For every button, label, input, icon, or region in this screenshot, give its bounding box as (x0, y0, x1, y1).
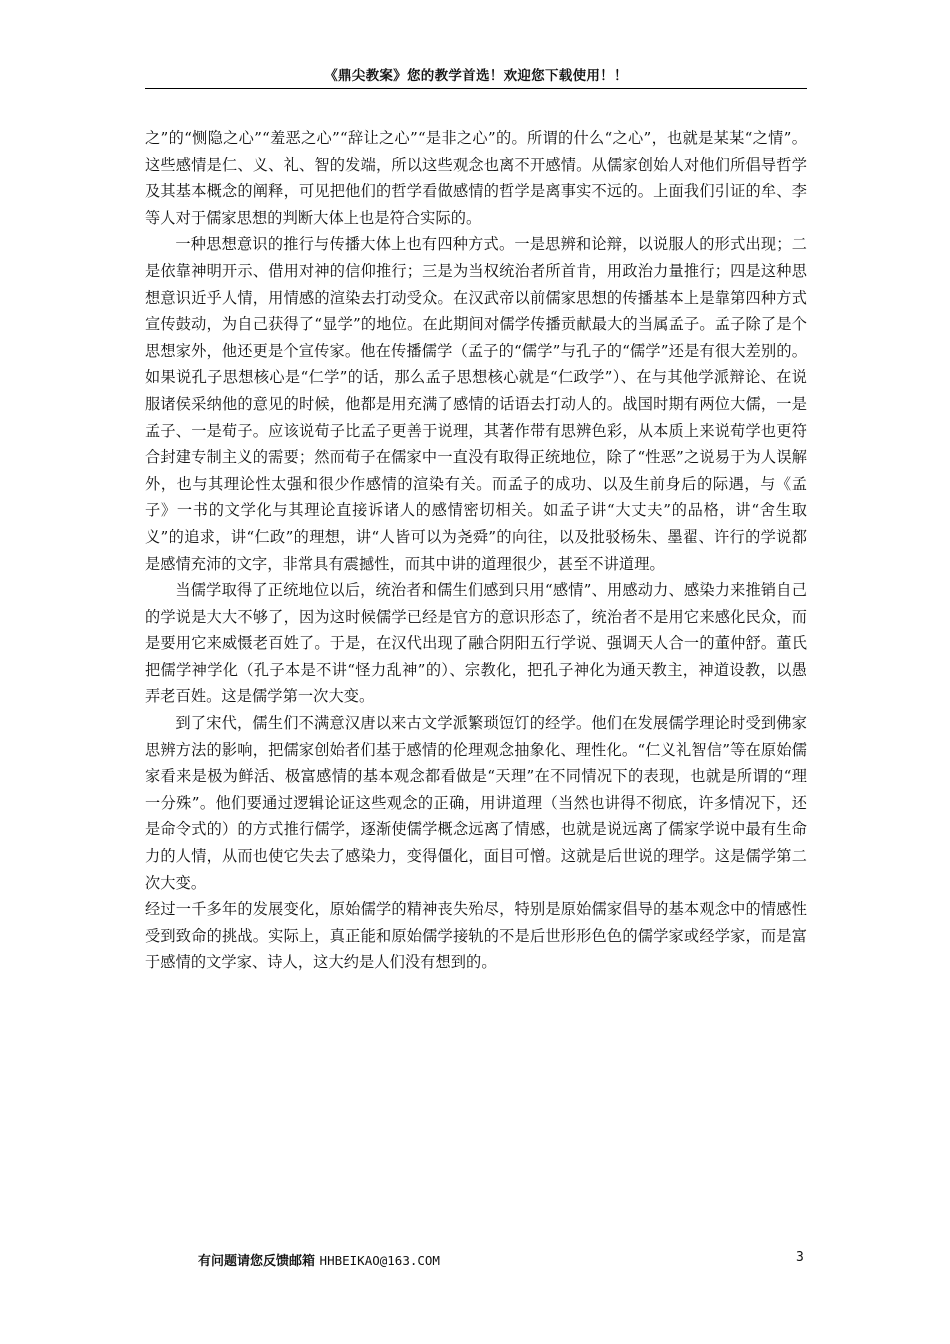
paragraph-3: 当儒学取得了正统地位以后，统治者和儒生们感到只用“感情”、用感动力、感染力来推销自己的学说是大大不够了，因为这时候儒学已经是官方的意识形态了，统治者不是用它来感化民众，而是要用它来威慑老百姓了。于是，在汉代出现了融合阴阳五行学说、强调天人合一的董仲舒。董氏把儒学神学化（孔子本是不讲“怪力乱神”的）、宗教化，把孔子神化为通天教主，神道设教，以愚弄老百姓。这是儒学第一次大变。 (145, 581, 807, 706)
footer-label: 有问题请您反馈邮箱 (198, 1254, 316, 1269)
page-number: 3 (796, 1250, 804, 1265)
footer-email: HHBEIKAO@163.COM (319, 1253, 440, 1268)
paragraph-5: 经过一千多年的发展变化，原始儒学的精神丧失殆尽，特别是原始儒家倡导的基本观念中的情感性受到致命的挑战。实际上，真正能和原始儒学接轨的不是后世形形色色的儒学家或经学家，而是富于感情的文学家、诗人，这大约是人们没有想到的。 (145, 900, 807, 972)
document-body (145, 125, 807, 976)
page-footer (198, 1250, 440, 1269)
page-header: 《鼎尖教案》您的教学首选！欢迎您下载使用！！ (145, 66, 807, 89)
paragraph-2: 一种思想意识的推行与传播大体上也有四种方式。一是思辨和论辩，以说服人的形式出现；二是依靠神明开示、借用对神的信仰推行；三是为当权统治者所首肯，用政治力量推行；四是这种思想意识近乎人情，用情感的渲染去打动受众。在汉武帝以前儒家思想的传播基本上是靠第四种方式宣传鼓动，为自己获得了“显学”的地位。在此期间对儒学传播贡献最大的当属孟子。孟子除了是个思想家外，他还更是个宣传家。他在传播儒学（孟子的“儒学”与孔子的“儒学”还是有很大差别的。如果说孔子思想核心是“仁学”的话，那么孟子思想核心就是“仁政学”）、在与其他学派辩论、在说服诸侯采纳他的意见的时候，他都是用充满了感情的话语去打动人的。战国时期有两位大儒，一是孟子、一是荀子。应该说荀子比孟子更善于说理，其著作带有思辨色彩，从本质上来说荀学也更符合封建专制主义的需要；然而荀子在儒家中一直没有取得正统地位，除了“性恶”之说易于为人误解外，也与其理论性太强和很少作感情的渲染有关。而孟子的成功、以及生前身后的际遇，与《孟子》一书的文学化与其理论直接诉诸人的感情密切相关。如孟子讲“大丈夫”的品格，讲“舍生取义”的追求，讲“仁政”的理想，讲“人皆可以为尧舜”的向往，以及批驳杨朱、墨翟、许行的学说都是感情充沛的文字，非常具有震撼性，而其中讲的道理很少，甚至不讲道理。 (145, 235, 807, 573)
paragraph-4: 到了宋代，儒生们不满意汉唐以来古文学派繁琐饾饤的经学。他们在发展儒学理论时受到佛家思辨方法的影响，把儒家创始者们基于感情的伦理观念抽象化、理性化。“仁义礼智信”等在原始儒家看来是极为鲜活、极富感情的基本观念都看做是“天理”在不同情况下的表现，也就是所谓的“理一分殊”。他们要通过逻辑论证这些观念的正确，用讲道理（当然也讲得不彻底，许多情况下，还是命令式的）的方式推行儒学，逐渐使儒学概念远离了情感，也就是说远离了儒家学说中最有生命力的人情，从而也使它失去了感染力，变得僵化，面目可憎。这就是后世说的理学。这是儒学第二次大变。 (145, 714, 807, 892)
paragraph-1: 之”的“恻隐之心”“羞恶之心”“辞让之心”“是非之心”的。所谓的什么“之心”，也就是某某“之情”。这些感情是仁、义、礼、智的发端，所以这些观念也离不开感情。从儒家创始人对他们所倡导哲学及其基本概念的阐释，可见把他们的哲学看做感情的哲学是离事实不远的。上面我们引证的牟、李等人对于儒家思想的判断大体上也是符合实际的。 (145, 129, 807, 227)
